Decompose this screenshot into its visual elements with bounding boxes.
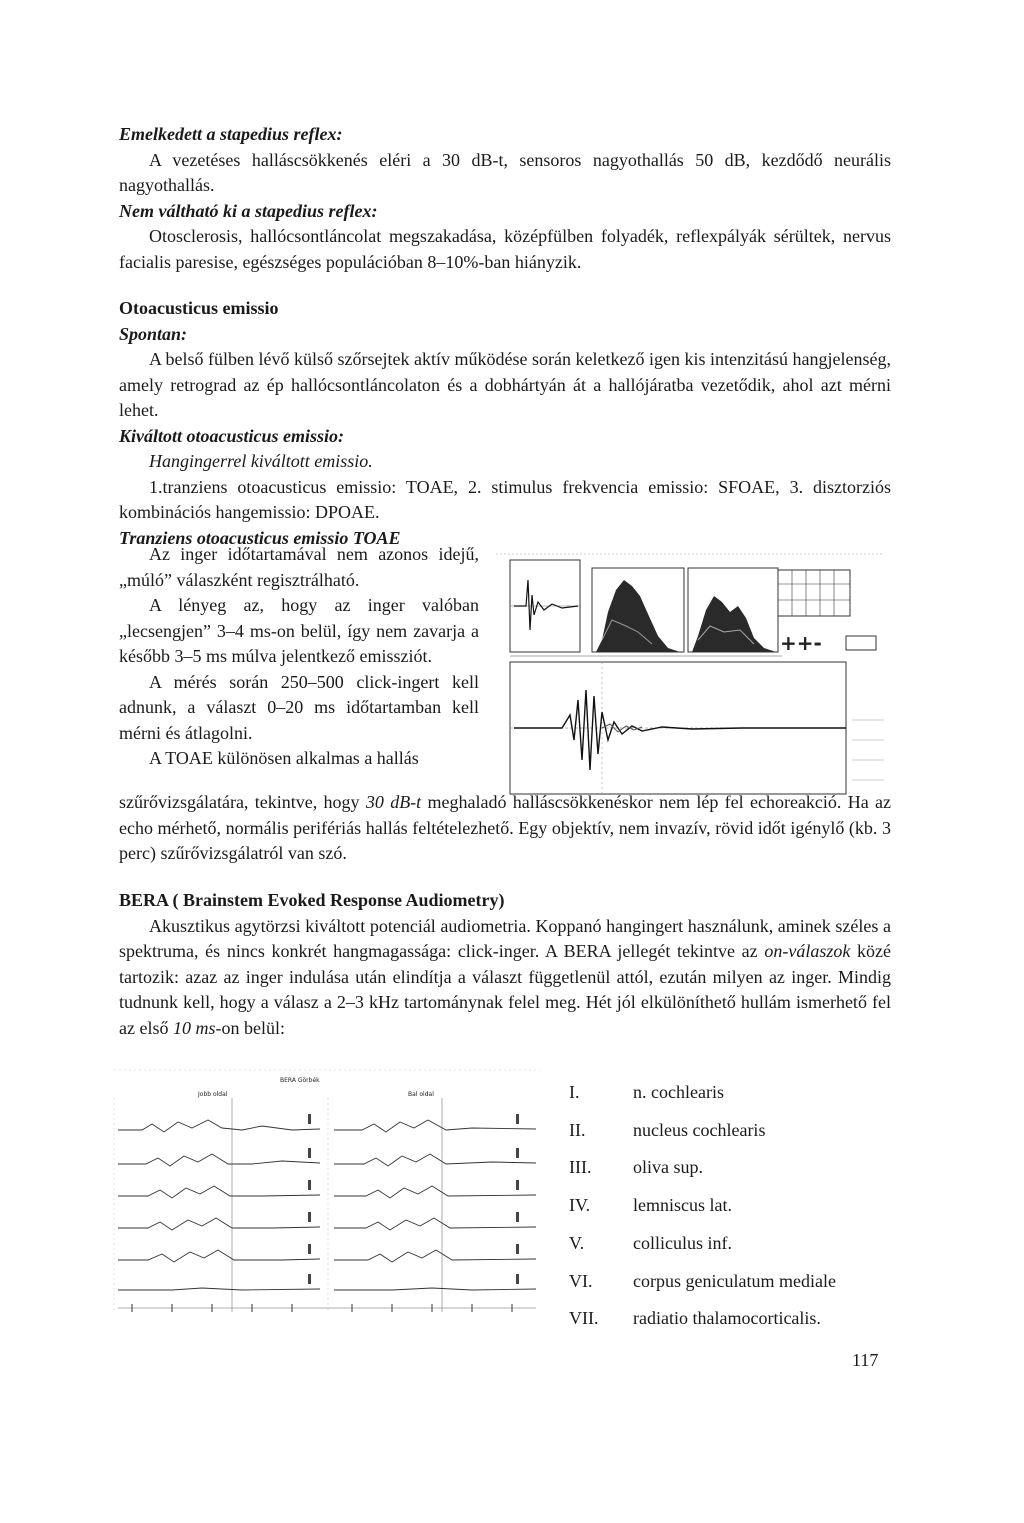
- toae-continuation: [119, 790, 891, 867]
- wave-number: IV.: [569, 1195, 591, 1216]
- wave-structure: lemniscus lat.: [633, 1195, 732, 1216]
- bera-text-c: -on belül:: [215, 1017, 285, 1038]
- bera-figure-left-label: Jobb oldal: [198, 1091, 228, 1098]
- bera-figure-right-label: Bal oldal: [408, 1091, 434, 1098]
- wave-number: VI.: [569, 1270, 593, 1291]
- bera-heading: BERA ( Brainstem Evoked Response Audiometry): [119, 890, 505, 910]
- toae-p1: Az inger időtartamával nem azonos idejű, „múló” válaszként regisztrálható.: [119, 544, 479, 590]
- toae-p3: A mérés során 250–500 click-ingert kell adnunk, a választ 0–20 ms időtartamban kell mérni és átlagolni.: [119, 671, 479, 743]
- oae-types: 1.tranziens otoacusticus emissio: TOAE, 2. stimulus frekvencia emissio: SFOAE, 3. disztorziós kombinációs hangemissio: DPOAE.: [119, 476, 891, 522]
- wave-row: [569, 1225, 899, 1263]
- toae-figure: [492, 540, 892, 798]
- bera-text-em2: 10 ms: [172, 1017, 216, 1038]
- toae-p4-cont-a: szűrővizsgálatára, tekintve, hogy: [119, 792, 360, 812]
- evoked-sub: Hangingerrel kiváltott emissio.: [149, 451, 373, 471]
- bera-text-em1: on-válaszok: [764, 941, 851, 961]
- bera-text-a: Akusztikus agytörzsi kiváltott potenciál audiometria. Koppanó hangingert használunk, aminek széles a spektruma, és nincs konkrét hangmagassága: click-inger. A BERA jellegét tekintve az: [119, 915, 891, 961]
- wave-number: II.: [569, 1119, 586, 1140]
- bera-text-b: közé tartozik: azaz az inger indulása után elindítja a választ függetlenül attól, ezután milyen az inger. Mindig tudnunk kell, hogy a válasz a 2–3 kHz tartománynak felel meg. Hét jól elkülöníthető hullám ismerhető fel az első: [119, 941, 892, 1038]
- page-number: 117: [852, 1350, 879, 1370]
- toae-heading: Tranziens otoacusticus emissio TOAE: [119, 527, 401, 548]
- heading-elevated-reflex: Emelkedett a stapedius reflex:: [119, 124, 343, 144]
- wave-row: [569, 1149, 899, 1187]
- bera-waves-list: [569, 1074, 899, 1338]
- wave-number: V.: [569, 1232, 585, 1253]
- wave-structure: nucleus cochlearis: [633, 1119, 766, 1140]
- stapedius-section: [119, 122, 891, 275]
- text-elevated-reflex: A vezetéses halláscsökkenés eléri a 30 dB-t, sensoros nagyothallás 50 dB, kezdődő neurális nagyothallás.: [119, 149, 891, 195]
- wave-row: [569, 1112, 899, 1150]
- wave-structure: colliculus inf.: [633, 1232, 732, 1253]
- spontan-text: A belső fülben lévő külső szőrsejtek aktív működése során keletkező igen kis intenzitású hangjelenség, amely retrograd az ép hallócsontláncolaton és a dobhártyán át a hallójáratba vezetődik, ahol azt mérni lehet.: [119, 349, 891, 420]
- wave-number: VII.: [569, 1308, 599, 1329]
- wave-structure: corpus geniculatum mediale: [633, 1270, 836, 1291]
- toae-text-column: [119, 542, 479, 772]
- text-absent-reflex: Otosclerosis, hallócsontláncolat megszakadása, középfülben folyadék, reflexpályák sérültek, nervus facialis paresise, egészséges populációban 8–10%-ban hiányzik.: [119, 226, 891, 272]
- wave-number: III.: [569, 1157, 592, 1178]
- wave-structure: n. cochlearis: [633, 1082, 724, 1102]
- bera-figure: [112, 1068, 542, 1330]
- wave-number: I.: [569, 1082, 580, 1102]
- svg-text:++-: ++-: [780, 631, 822, 655]
- wave-structure: oliva sup.: [633, 1157, 703, 1178]
- bera-figure-title: BERA Görbék: [280, 1077, 320, 1084]
- spontan-heading: Spontan:: [119, 323, 188, 344]
- toae-p2: A lényeg az, hogy az inger valóban „lecsengjen” 3–4 ms-on belül, így nem zavarja a később 3–5 ms múlva jelentkező emissziót.: [119, 595, 479, 666]
- wave-structure: radiatio thalamocorticalis.: [633, 1308, 821, 1329]
- evoked-heading: Kiváltott otoacusticus emissio:: [119, 425, 345, 446]
- toae-figure-image: [492, 540, 892, 798]
- wave-row: [569, 1074, 899, 1112]
- bera-figure-image: [112, 1068, 542, 1330]
- wave-row: [569, 1300, 899, 1338]
- oae-title: Otoacusticus emissio: [119, 298, 279, 318]
- toae-p4-start: A TOAE különösen alkalmas a hallás: [149, 748, 419, 768]
- wave-row: [569, 1263, 899, 1301]
- bera-section: [119, 888, 891, 1041]
- toae-p4-em: 30 dB-t: [365, 792, 422, 812]
- oae-section: [119, 296, 891, 551]
- heading-absent-reflex: Nem váltható ki a stapedius reflex:: [119, 200, 378, 221]
- toae-p4-cont-b: meghaladó halláscsökkenéskor nem lép fel echoreakció. Ha az echo mérhető, normális perifériás hallás feltételezhető. Egy objektív, nem invazív, rövid időt igénylő (kb. 3 perc) szűrővizsgálatról van szó.: [119, 792, 892, 863]
- bera-text: [119, 914, 891, 1042]
- wave-row: [569, 1187, 899, 1225]
